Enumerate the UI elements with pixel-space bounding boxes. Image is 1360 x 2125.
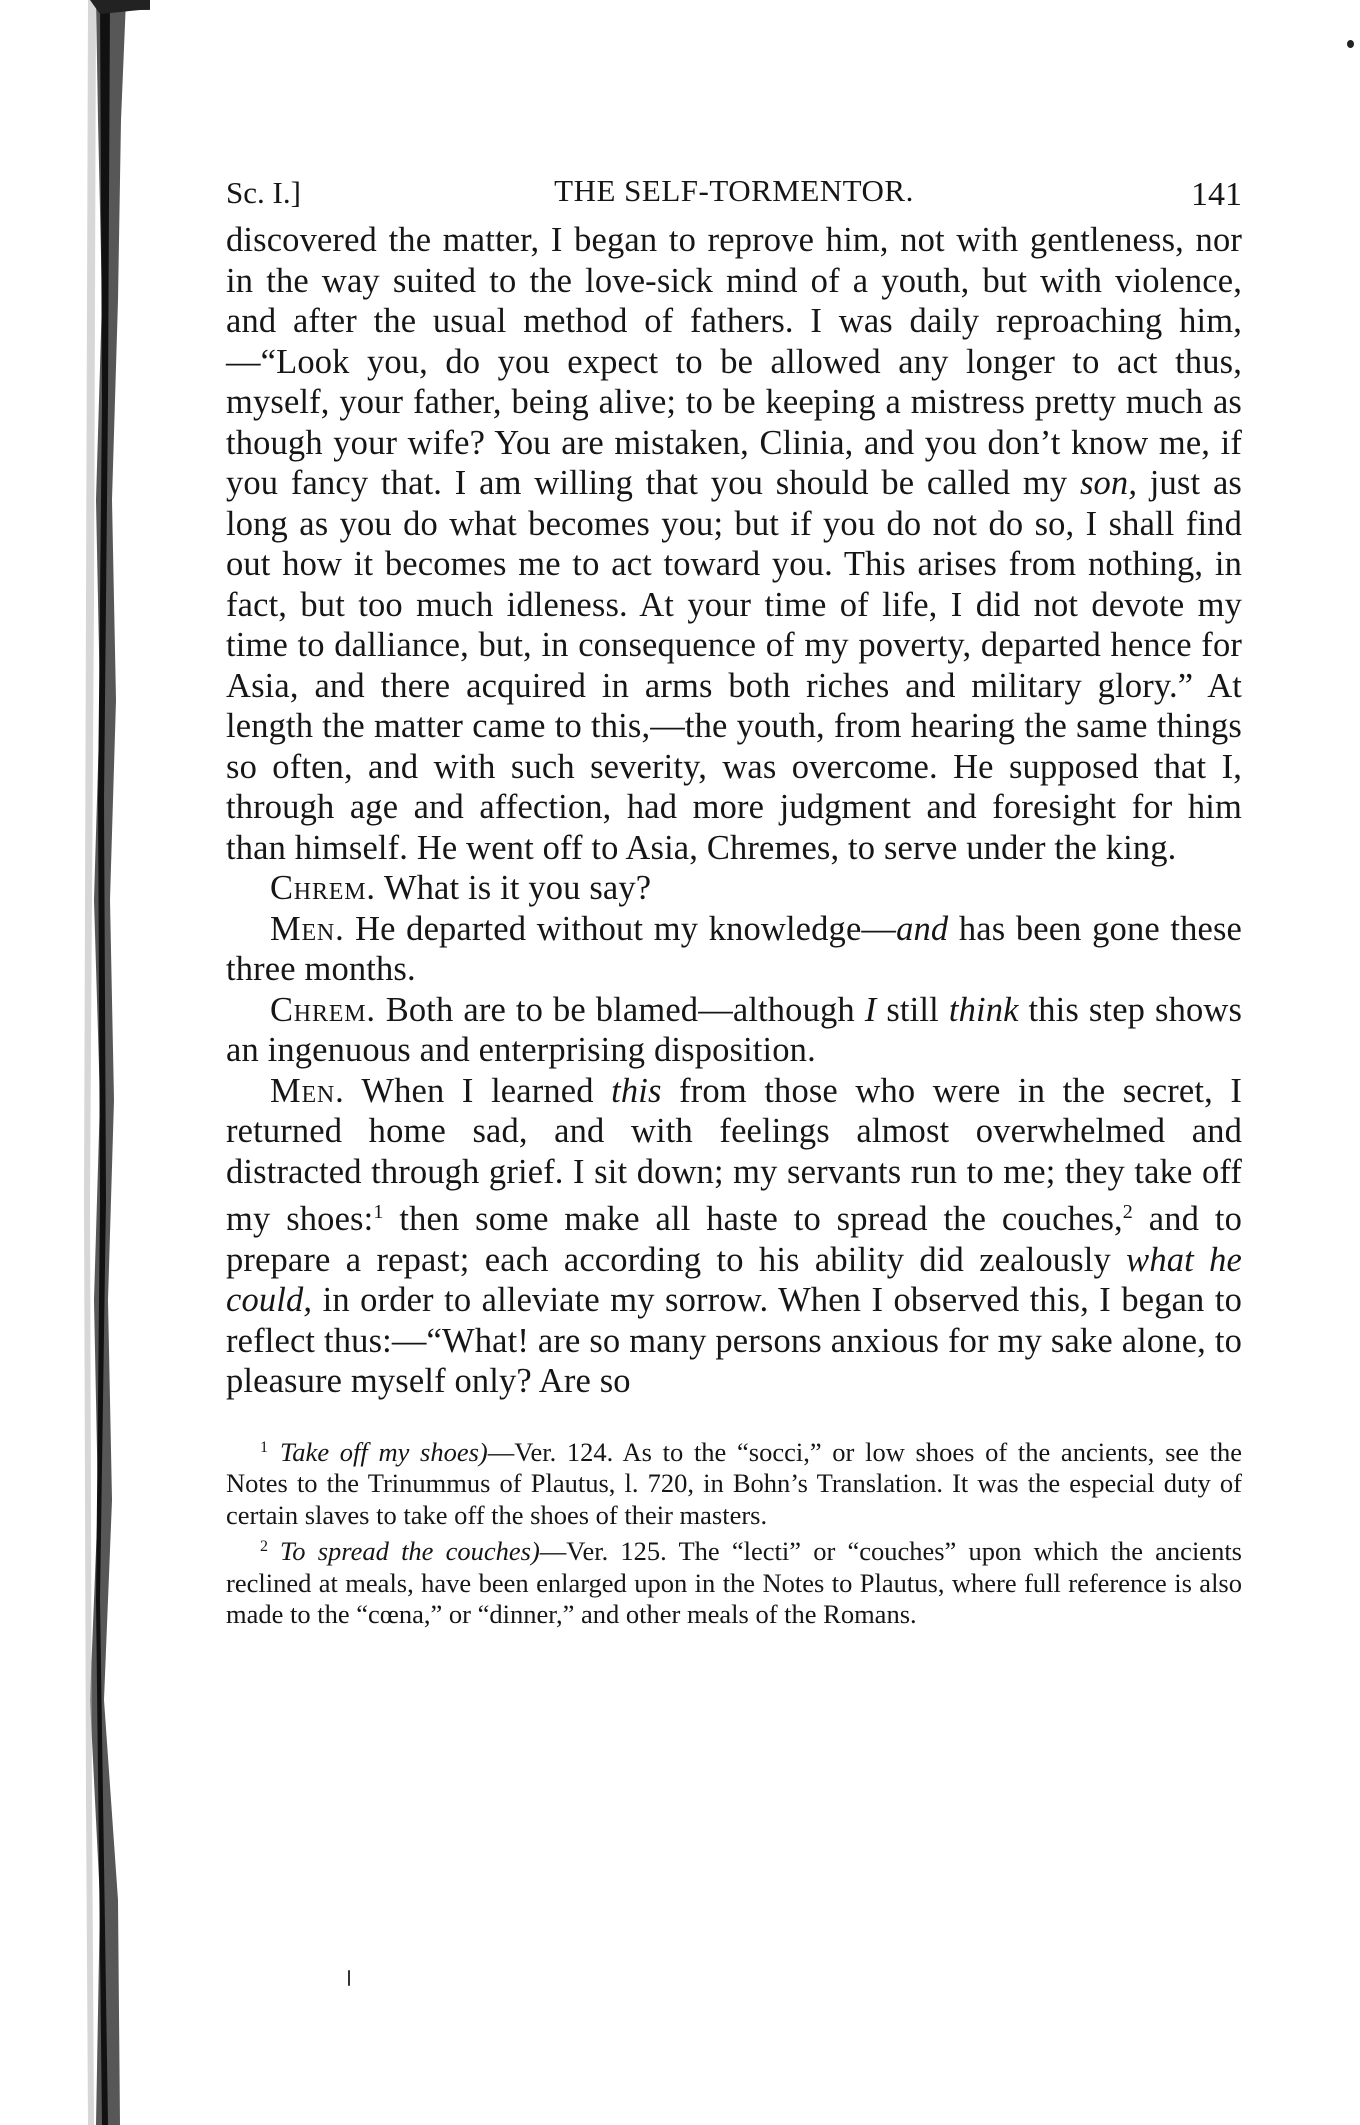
text-run: When I learned: [361, 1071, 594, 1110]
footnote-lemma: Take off my shoes): [280, 1436, 488, 1467]
text-run: in order to alleviate my sorrow. When I observed this, I began to reflect thus:—“What! are so many persons anxious for my sake alone, to pleasure myself only? Are so: [226, 1281, 1243, 1400]
footnote-text: —Ver. 124. As to the “socci,” or low shoes of the ancients, see the Notes to the Trinummus of Plautus, l. 720, in Bohn’s Translation. It was the especial duty of certain slaves to take off the shoes of their masters.: [226, 1436, 1242, 1530]
italic-word: son,: [1079, 464, 1138, 502]
footnote-text: —Ver. 125. The “lecti” or “couches” upon which the ancients reclined at meals, have been enlarged upon in the Notes to Plautus, where full reference is also made to the “cœna,” or “dinner,” and other meals of the Romans.: [226, 1536, 1242, 1629]
speaker-label: Men.: [270, 1071, 345, 1110]
paper-speck: [348, 1970, 350, 1986]
italic-word: think: [948, 990, 1019, 1029]
text-run: from those who were in the secret, I returned home sad, and with feelings almost overwhelmed and distracted through grief. I sit down; my servants run to me; they take off my shoes:: [226, 1071, 1243, 1238]
footnote: [226, 1432, 1242, 1532]
italic-word: and: [896, 909, 949, 948]
text-run: What is it you say?: [383, 869, 652, 907]
book-title: THE SELF-TORMENTOR.: [554, 173, 914, 208]
page-number: 141: [1191, 176, 1242, 213]
paragraph-chremes-question: [226, 868, 1242, 909]
italic-word: I: [864, 990, 877, 1029]
footnotes: [226, 1432, 1242, 1631]
scene-label: Sc. I.]: [226, 175, 301, 210]
text-run: just as long as you do what becomes you; but if you do not do so, I shall find out how it becomes me to act toward you. This arises from nothing, in fact, but too much idleness. At your time of life, I did not devote my time to dalliance, but, in consequence of my poverty, departed hence for Asia, and there acquired in arms both riches and military glory.” At length the matter came to this,—the youth, from hearing the same things so often, and with such severity, was overcome. He supposed that I, through age and affection, had more judgment and foresight for him than himself. He went off to Asia, Chremes, to serve under the king.: [226, 464, 1242, 867]
text-run: then some make all haste to spread the couches,: [399, 1200, 1123, 1238]
footnote-reference: 1: [373, 1201, 384, 1223]
text-run: this step shows an ingenuous and enterprising disposition.: [226, 990, 1243, 1069]
main-text: [226, 220, 1242, 1402]
speaker-label: Chrem.: [270, 990, 376, 1029]
footnote-lemma: To spread the couches): [280, 1536, 540, 1566]
paragraph-menedemus-reply: [226, 909, 1242, 990]
paragraph-menedemus-continues: [226, 220, 1242, 868]
running-head: [226, 163, 1242, 215]
footnote-reference: 2: [1122, 1201, 1133, 1223]
footnote-mark: 2: [260, 1538, 268, 1555]
text-run: has been gone these three months.: [226, 909, 1243, 988]
speaker-label: Men.: [270, 909, 345, 948]
page-binding-edge: [0, 0, 150, 2125]
italic-phrase: what he could,: [226, 1240, 1242, 1319]
text-run: and to prepare a repast; each according to his ability did zealously: [226, 1200, 1242, 1279]
text-run: still: [886, 990, 939, 1029]
text-run: discovered the matter, I began to reprove him, not with gentleness, nor in the way suited to the love-sick mind of a youth, but with violence, and after the usual method of fathers. I was daily reproaching him,—“Look you, do you expect to be allowed any longer to act thus, myself, your father, being alive; to be keeping a mistress pretty much as though your wife? You are mistaken, Clinia, and you don’t know me, if you fancy that. I am willing that you should be called my: [226, 221, 1242, 502]
italic-word: this: [611, 1071, 662, 1110]
speaker-label: Chrem.: [270, 869, 376, 907]
paragraph-menedemus-narrative: [226, 1071, 1242, 1402]
paragraph-chremes-judgment: [226, 990, 1242, 1071]
footnote: [226, 1531, 1242, 1631]
book-page: [226, 163, 1242, 1631]
text-run: He departed without my knowledge—: [355, 909, 897, 948]
text-run: Both are to be blamed—although: [385, 990, 855, 1029]
stray-ink-mark: [1347, 40, 1354, 48]
footnote-mark: 1: [260, 1438, 268, 1456]
